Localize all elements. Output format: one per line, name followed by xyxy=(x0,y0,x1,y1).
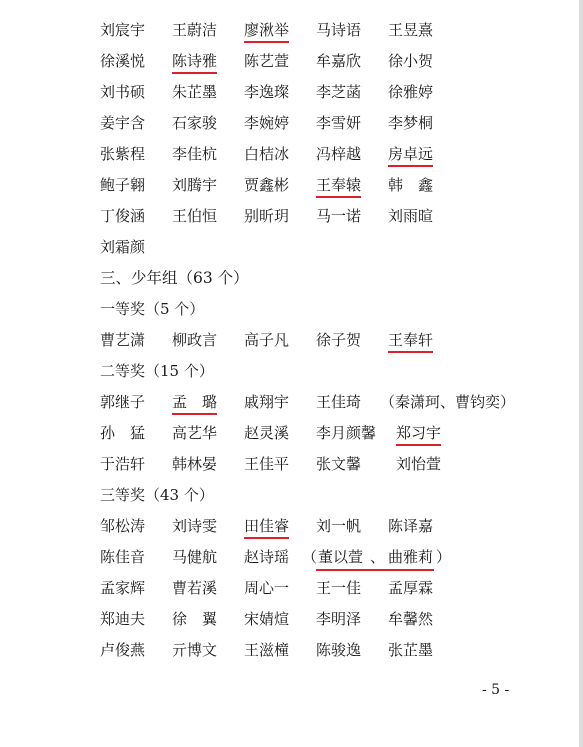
name-cell: 马一诺 xyxy=(316,207,362,225)
name-cell: 刘腾宇 xyxy=(172,176,218,194)
name-row xyxy=(0,609,583,635)
name-cell-underlined: 陈诗雅 xyxy=(172,51,217,74)
name-row xyxy=(0,82,583,108)
name-cell: 陈译嘉 xyxy=(388,517,434,535)
name-cell: 刘一帆 xyxy=(316,517,362,535)
name-cell: 王一佳 xyxy=(316,579,362,597)
section-heading-row xyxy=(0,268,583,294)
name-cell: 鲍子翱 xyxy=(100,176,146,194)
group-underline xyxy=(316,569,434,571)
name-cell: 李芝菡 xyxy=(316,83,362,101)
name-cell: 王伯恒 xyxy=(172,207,218,225)
name-cell-underlined: 房卓远 xyxy=(388,144,433,167)
name-cell: 王蔚洁 xyxy=(172,21,218,39)
name-cell: 赵灵溪 xyxy=(244,424,290,442)
name-cell: 孟家辉 xyxy=(100,579,146,597)
name-cell: 李明泽 xyxy=(316,610,362,628)
group-separator: 、 xyxy=(370,548,386,566)
name-cell-underlined: 孟 璐 xyxy=(172,392,217,415)
name-cell: 冯梓越 xyxy=(316,145,362,163)
name-cell: 李雪妍 xyxy=(316,114,362,132)
name-cell: 邹松涛 xyxy=(100,517,146,535)
name-cell: 徐子贺 xyxy=(316,331,362,349)
page-number: - 5 - xyxy=(482,682,510,698)
name-cell: 陈佳音 xyxy=(100,548,146,566)
name-cell: 牟嘉欣 xyxy=(316,52,362,70)
name-cell-underlined: 郑习宇 xyxy=(396,423,441,446)
name-row xyxy=(0,113,583,139)
name-cell: 孙 猛 xyxy=(100,424,146,442)
name-cell: 白桔冰 xyxy=(244,145,290,163)
name-cell: 徐溪悦 xyxy=(100,52,146,70)
name-cell: 别昕玥 xyxy=(244,207,290,225)
name-row xyxy=(0,175,583,201)
name-cell: 王昱熹 xyxy=(388,21,434,39)
name-row xyxy=(0,330,583,356)
name-row xyxy=(0,237,583,263)
name-row xyxy=(0,640,583,666)
first-prize-heading: 一等奖（5 个） xyxy=(100,300,205,318)
group-name-b: 曲雅莉 xyxy=(388,548,434,566)
name-cell: 郭继子 xyxy=(100,393,146,411)
name-row xyxy=(0,144,583,170)
name-cell: 贾鑫彬 xyxy=(244,176,290,194)
third-prize-heading-row xyxy=(0,485,583,511)
name-cell: 柳政言 xyxy=(172,331,218,349)
name-row xyxy=(0,392,583,418)
name-cell: 牟馨然 xyxy=(388,610,434,628)
group-open-paren: （ xyxy=(302,548,318,566)
name-cell: 马健航 xyxy=(172,548,218,566)
name-cell: 戚翔宇 xyxy=(244,393,290,411)
name-row xyxy=(0,547,583,573)
name-cell: 刘怡萱 xyxy=(396,455,442,473)
name-cell: 马诗语 xyxy=(316,21,362,39)
name-cell: 陈骏逸 xyxy=(316,641,362,659)
name-cell: 刘书硕 xyxy=(100,83,146,101)
name-cell: 刘雨暄 xyxy=(388,207,434,225)
name-row xyxy=(0,206,583,232)
name-cell: 徐雅婷 xyxy=(388,83,434,101)
name-cell: 张文馨 xyxy=(316,455,362,473)
name-cell-underlined: 廖湫举 xyxy=(244,20,289,43)
name-cell: 高艺华 xyxy=(172,424,218,442)
name-cell: 高子凡 xyxy=(244,331,290,349)
name-cell: 姜宇含 xyxy=(100,114,146,132)
page-edge-divider xyxy=(579,0,583,747)
name-cell: 王滋橦 xyxy=(244,641,290,659)
second-prize-heading-row xyxy=(0,361,583,387)
name-cell: 李佳杭 xyxy=(172,145,218,163)
name-row xyxy=(0,20,583,46)
third-prize-heading: 三等奖（43 个） xyxy=(100,486,214,504)
name-cell: 于浩轩 xyxy=(100,455,146,473)
name-cell: 韩 鑫 xyxy=(388,176,434,194)
name-row xyxy=(0,51,583,77)
name-cell: 亓博文 xyxy=(172,641,218,659)
name-cell: 曹若溪 xyxy=(172,579,218,597)
group-close-paren: ） xyxy=(436,548,452,566)
section-heading: 三、少年组（63 个） xyxy=(100,269,249,287)
name-cell-underlined: 王奉轩 xyxy=(388,330,433,353)
name-cell: 刘霜颜 xyxy=(100,238,146,256)
name-cell: 李逸璨 xyxy=(244,83,290,101)
name-cell: 卢俊燕 xyxy=(100,641,146,659)
name-cell: 宋婧煊 xyxy=(244,610,290,628)
name-cell: 朱芷墨 xyxy=(172,83,218,101)
name-cell: 张紫程 xyxy=(100,145,146,163)
name-cell: 丁俊涵 xyxy=(100,207,146,225)
name-cell: 张芷墨 xyxy=(388,641,434,659)
name-row xyxy=(0,516,583,542)
name-cell-underlined: 田佳睿 xyxy=(244,516,289,539)
name-cell: 李月颜馨 xyxy=(316,424,377,442)
name-cell: 徐小贺 xyxy=(388,52,434,70)
name-cell: 王佳平 xyxy=(244,455,290,473)
name-row xyxy=(0,578,583,604)
name-cell: 刘诗雯 xyxy=(172,517,218,535)
name-cell: 王佳琦 xyxy=(316,393,362,411)
group-note: （秦潇珂、曹钧奕） xyxy=(380,393,516,411)
name-cell: 李婉婷 xyxy=(244,114,290,132)
name-cell: 石家骏 xyxy=(172,114,218,132)
first-prize-heading-row xyxy=(0,299,583,325)
name-cell: 郑迪夫 xyxy=(100,610,146,628)
name-row xyxy=(0,454,583,480)
name-cell: 周心一 xyxy=(244,579,290,597)
name-row xyxy=(0,423,583,449)
name-cell: 韩林晏 xyxy=(172,455,218,473)
name-cell: 徐 翼 xyxy=(172,610,218,628)
name-cell: 李梦桐 xyxy=(388,114,434,132)
name-cell: 孟厚霖 xyxy=(388,579,434,597)
name-cell: 赵诗瑶 xyxy=(244,548,290,566)
name-cell: 陈艺萱 xyxy=(244,52,290,70)
group-name-a: 董以萱 xyxy=(318,548,364,566)
name-cell-underlined: 王奉辕 xyxy=(316,175,361,198)
second-prize-heading: 二等奖（15 个） xyxy=(100,362,214,380)
name-cell: 刘宸宇 xyxy=(100,21,146,39)
name-cell: 曹艺潇 xyxy=(100,331,146,349)
